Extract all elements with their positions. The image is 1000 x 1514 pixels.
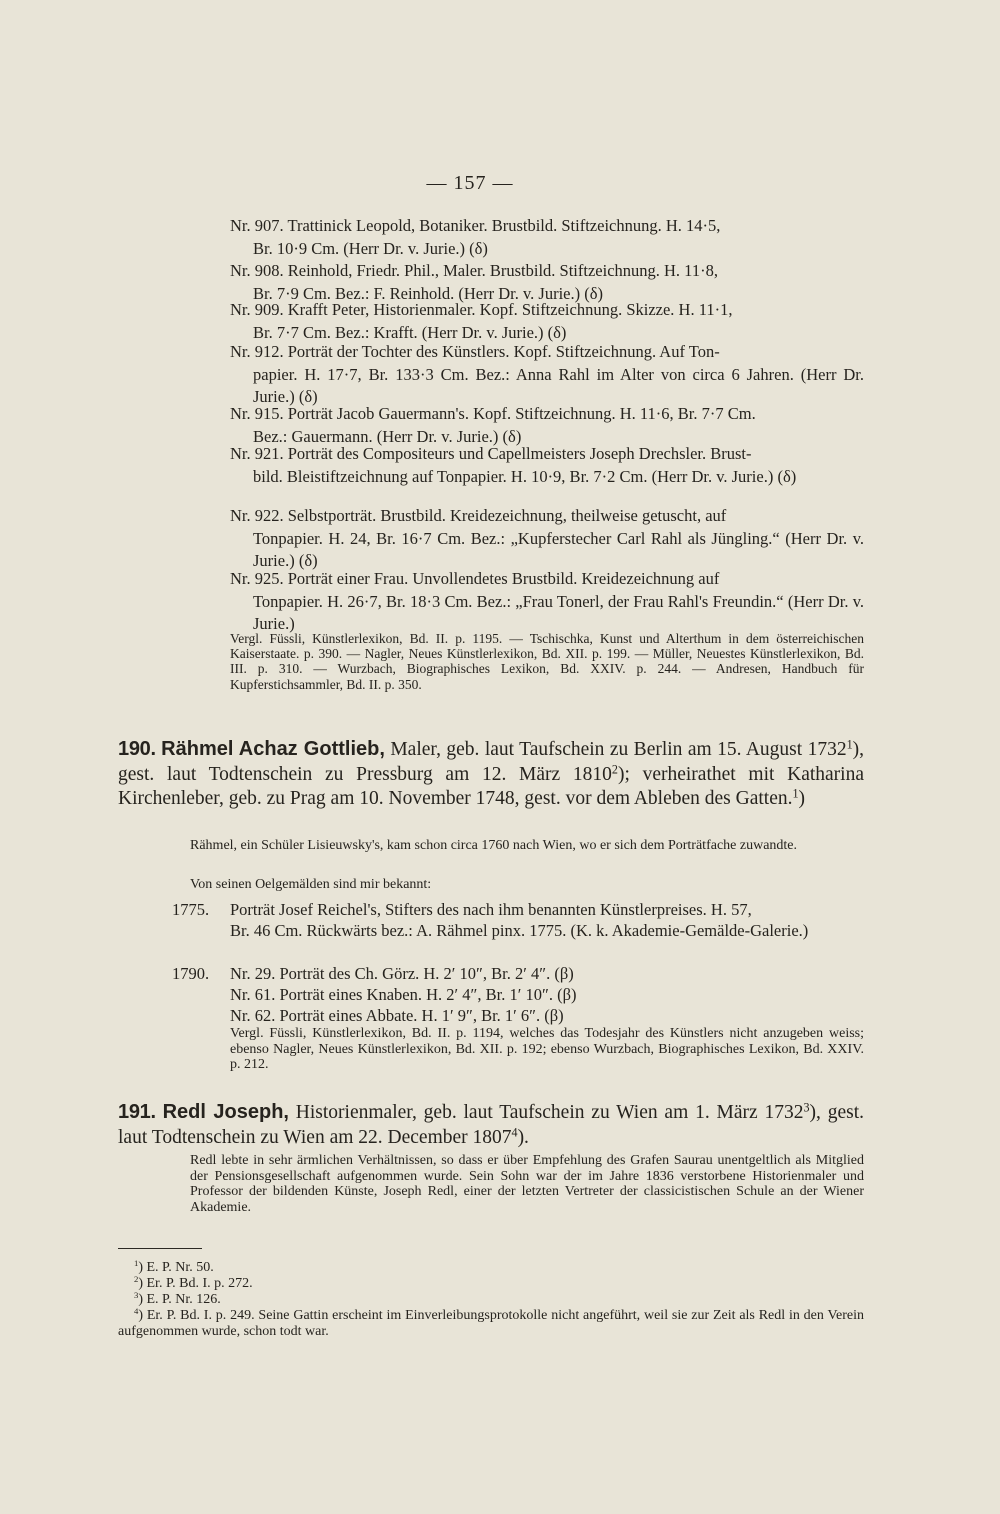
entry-text: ), gest. laut Todtenschein zu Pressburg am 12. März 1810 xyxy=(118,739,865,785)
footnote-mark: 1 xyxy=(134,1258,139,1269)
entry-text: ), gest. laut Todtenschein zu Wien am 22. December 1807 xyxy=(118,1102,865,1148)
list-item xyxy=(230,341,864,409)
references-paragraph: Vergl. Füssli, Künstlerlexikon, Bd. II. p. 1194, welches das Todesjahr des Künstlers nicht anzugeben weiss; ebenso Nagler, Neues Künstlerlexikon, Bd. XII. p. 192; ebenso Wurzbach, Biographisches Lexikon, Bd. XXIV. p. 212. xyxy=(230,1026,864,1072)
entry-first-line: Nr. 912. Porträt der Tochter des Künstlers. Kopf. Stiftzeichnung. Auf Ton- xyxy=(230,342,720,361)
entry-text: ); verheirathet mit Katharina Kirchenleber, geb. zu Prag am 10. November 1748, gest. vor dem Ableben des Gatten. xyxy=(118,763,865,809)
footnote xyxy=(134,1260,214,1276)
artist-name: Rähmel Achaz Gottlieb, xyxy=(161,738,385,760)
entry-first-line: Nr. 908. Reinhold, Friedr. Phil., Maler. Brustbild. Stiftzeichnung. H. 11·8, xyxy=(230,261,718,280)
entry-first-line: Nr. 915. Porträt Jacob Gauermann's. Kopf. Stiftzeichnung. H. 11·6, Br. 7·7 Cm. xyxy=(230,404,756,423)
entry-continuation: Br. 7·7 Cm. Bez.: Krafft. (Herr Dr. v. Jurie.) (δ) xyxy=(253,322,567,342)
footnote xyxy=(134,1276,253,1292)
footnote-divider xyxy=(118,1248,202,1249)
footnote xyxy=(118,1308,864,1339)
list-item xyxy=(230,568,864,636)
known-works-heading: Von seinen Oelgemälden sind mir bekannt: xyxy=(190,877,432,892)
footnote-text: ) E. P. Nr. 50. xyxy=(138,1260,214,1275)
footnote-ref: 3 xyxy=(803,1100,810,1115)
entry-continuation: Tonpapier. H. 26·7, Br. 18·3 Cm. Bez.: „Frau Tonerl, der Frau Rahl's Freundin.“ (Herr Dr. v. Jurie.) xyxy=(253,591,864,633)
work-item xyxy=(172,899,864,941)
biography-heading xyxy=(118,1100,864,1150)
footnote-mark: 4 xyxy=(134,1306,139,1317)
work-first-line: Porträt Josef Reichel's, Stifters des nach ihm benannten Künstlerpreises. H. 57, xyxy=(230,900,752,919)
footnote xyxy=(134,1292,221,1308)
entry-text: Historienmaler, geb. laut Taufschein zu Wien am 1. März 1732 xyxy=(288,1102,804,1123)
work-line: Nr. 61. Porträt eines Knaben. H. 2′ 4″, Br. 1′ 10″. (β) xyxy=(230,985,577,1004)
work-continuation: Br. 46 Cm. Rückwärts bez.: A. Rähmel pinx. 1775. (K. k. Akademie-Gemälde-Galerie.) xyxy=(230,921,809,940)
list-item xyxy=(230,299,864,344)
entry-first-line: Nr. 922. Selbstporträt. Brustbild. Kreidezeichnung, theilweise getuscht, auf xyxy=(230,506,727,525)
footnote-text: ) Er. P. Bd. I. p. 272. xyxy=(138,1276,253,1291)
footnote-ref: 4 xyxy=(511,1124,518,1139)
entry-first-line: Nr. 909. Krafft Peter, Historienmaler. Kopf. Stiftzeichnung. Skizze. H. 11·1, xyxy=(230,300,733,319)
footnote-ref: 1 xyxy=(792,786,799,801)
footnote-ref: 2 xyxy=(611,761,618,776)
work-line: Nr. 29. Porträt des Ch. Görz. H. 2′ 10″, Br. 2′ 4″. (β) xyxy=(230,964,574,983)
work-year: 1775. xyxy=(172,900,210,919)
entry-continuation: Br. 10·9 Cm. (Herr Dr. v. Jurie.) (δ) xyxy=(253,238,488,258)
entry-continuation: papier. H. 17·7, Br. 133·3 Cm. Bez.: Anna Rahl im Alter von circa 6 Jahren. (Herr Dr. Jurie.) (δ) xyxy=(253,364,864,406)
entry-first-line: Nr. 921. Porträt des Compositeurs und Capellmeisters Joseph Drechsler. Brust- xyxy=(230,444,752,463)
page-number: — 157 — xyxy=(426,172,514,194)
list-item xyxy=(230,215,864,260)
work-year: 1790. xyxy=(172,964,210,983)
entry-first-line: Nr. 925. Porträt einer Frau. Unvollendetes Brustbild. Kreidezeichnung auf xyxy=(230,569,720,588)
biography-heading xyxy=(118,737,864,812)
footnote-mark: 3 xyxy=(134,1290,139,1301)
entry-continuation: Bez.: Gauermann. (Herr Dr. v. Jurie.) (δ) xyxy=(253,426,522,446)
entry-text: Maler, geb. laut Taufschein zu Berlin am 15. August 1732 xyxy=(384,739,847,760)
artist-name: Redl Joseph, xyxy=(162,1101,289,1123)
footnote-text: ) Er. P. Bd. I. p. 249. Seine Gattin erscheint im Einverleibungsprotokolle nicht angeführt, weil sie zur Zeit als Redl in den Verein aufgenommen wurde, schon todt war. xyxy=(118,1308,864,1339)
footnote-ref: 1 xyxy=(846,737,853,752)
entry-first-line: Nr. 907. Trattinick Leopold, Botaniker. Brustbild. Stiftzeichnung. H. 14·5, xyxy=(230,216,721,235)
references-paragraph: Vergl. Füssli, Künstlerlexikon, Bd. II. p. 1195. — Tschischka, Kunst und Alterthum in dem österreichischen Kaiserstaate. p. 390. — Nagler, Neues Künstlerlexikon, Bd. XII. p. 199. — Müller, Neuestes Künstlerlexikon, Bd. III. p. 310. — Wurzbach, Biographisches Lexikon, Bd. XXIV. p. 244. — Andresen, Handbuch für Kupferstichsammler, Bd. II. p. 350. xyxy=(230,631,864,692)
entry-continuation: bild. Bleistiftzeichnung auf Tonpapier. H. 10·9, Br. 7·2 Cm. (Herr Dr. v. Jurie.) (δ) xyxy=(253,466,797,486)
entry-text: ). xyxy=(517,1126,529,1148)
list-item xyxy=(230,403,864,448)
list-item xyxy=(230,443,864,488)
entry-number: 190. xyxy=(118,738,156,760)
entry-continuation: Tonpapier. H. 24, Br. 16·7 Cm. Bez.: „Kupferstecher Carl Rahl als Jüngling.“ (Herr Dr. v. Jurie.) (δ) xyxy=(253,528,864,570)
entry-continuation: Br. 7·9 Cm. Bez.: F. Reinhold. (Herr Dr. v. Jurie.) (δ) xyxy=(253,283,603,303)
biography-note: Redl lebte in sehr ärmlichen Verhältnissen, so dass er über Empfehlung des Grafen Saurau unentgeltlich als Mitglied der Pensionsgesellschaft aufgenommen wurde. Sein Sohn war der im Jahre 1836 verstorbene Historienmaler und Professor der bildenden Künste, Joseph Redl, einer der letzten Vertreter der classicistischen Schule an der Wiener Akademie. xyxy=(190,1153,864,1215)
footnote-text: ) E. P. Nr. 126. xyxy=(138,1292,221,1307)
list-item xyxy=(230,505,864,573)
footnote-mark: 2 xyxy=(134,1274,139,1285)
work-line: Nr. 62. Porträt eines Abbate. H. 1′ 9″, Br. 1′ 6″. (β) xyxy=(230,1006,564,1025)
work-item xyxy=(172,963,864,1026)
entry-number: 191. xyxy=(118,1101,156,1123)
biography-note: Rähmel, ein Schüler Lisieuwsky's, kam schon circa 1760 nach Wien, wo er sich dem Porträtfache zuwandte. xyxy=(190,838,798,853)
entry-text: ) xyxy=(798,788,806,809)
